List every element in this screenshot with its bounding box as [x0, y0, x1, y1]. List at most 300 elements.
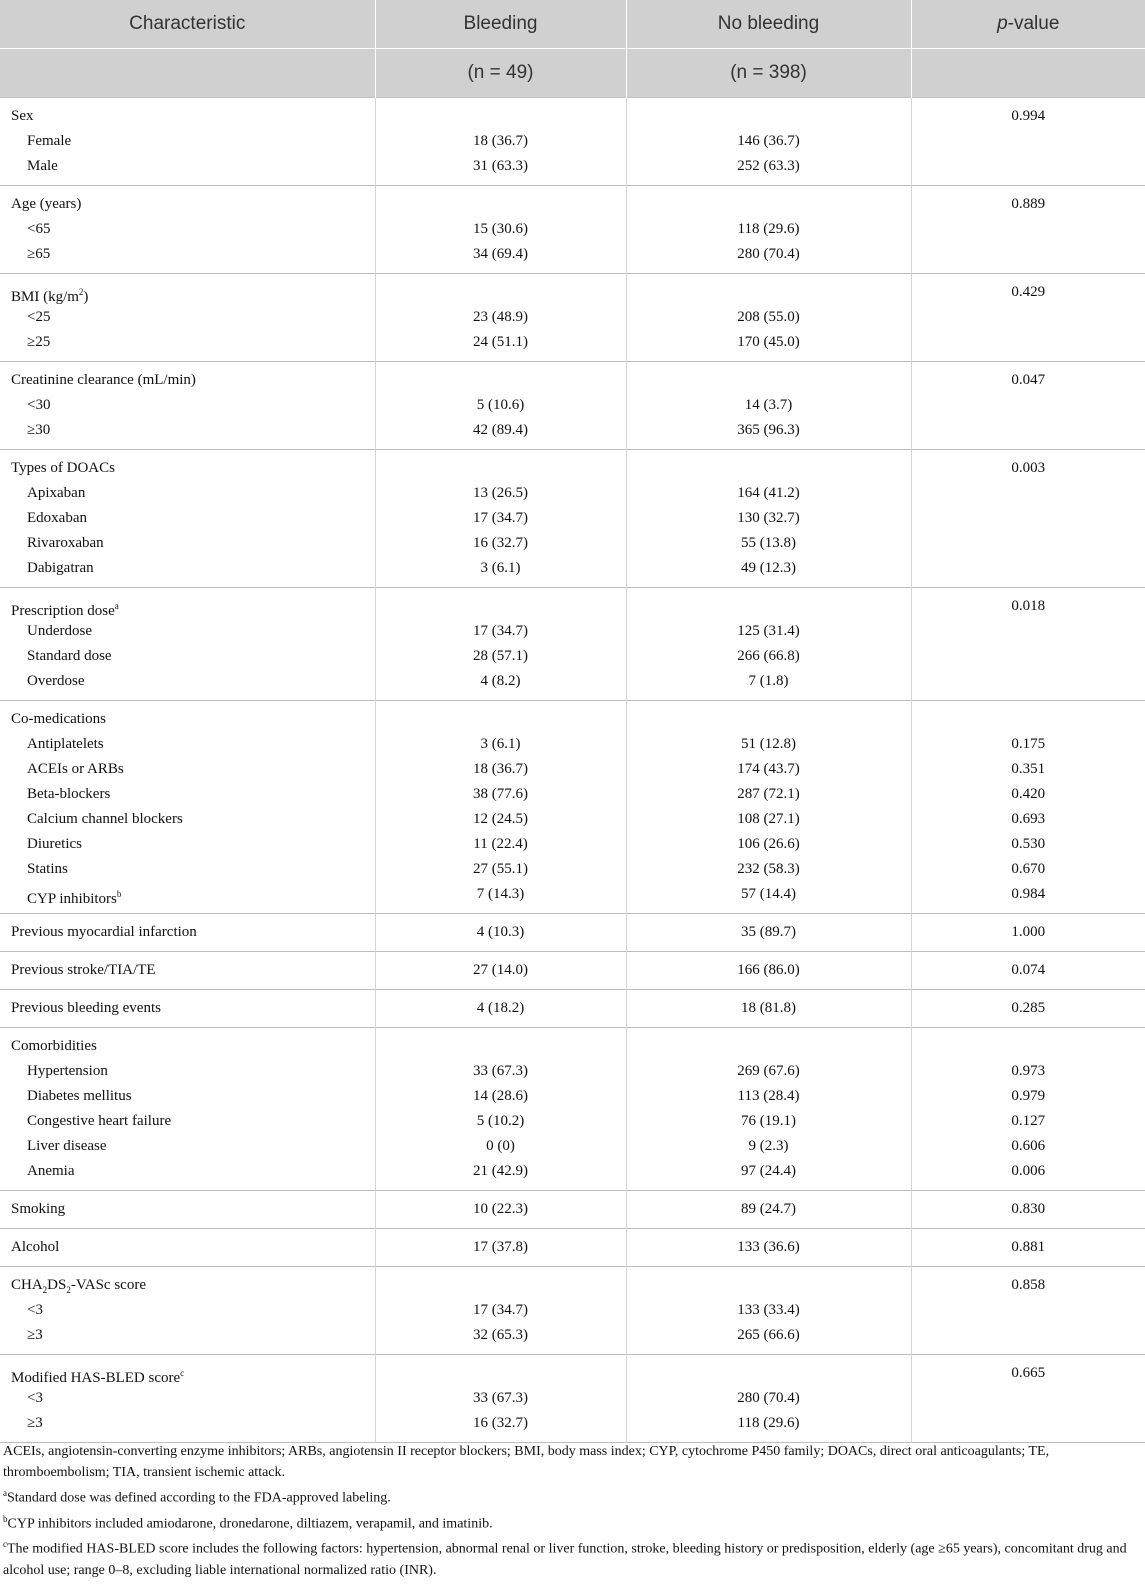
row-label	[0, 1386, 375, 1411]
row-label	[0, 556, 375, 581]
cell-content	[627, 362, 911, 449]
row-label-text: ≥3	[27, 1327, 43, 1343]
row-label-text: Male	[27, 158, 58, 174]
cell-content	[376, 990, 626, 1027]
row-label	[0, 1109, 375, 1134]
table-header	[0, 0, 1145, 98]
p-value: 0.420	[1011, 786, 1046, 802]
spacer	[912, 418, 1145, 443]
no-bleeding-cell	[626, 952, 911, 990]
group-title	[0, 192, 375, 217]
no-bleeding-value: 108 (27.1)	[737, 811, 800, 827]
no-bleeding-value: 49 (12.3)	[741, 560, 796, 576]
bleeding-value: 18 (36.7)	[473, 761, 528, 777]
no-bleeding-cell	[626, 186, 911, 274]
row-label-text: Diuretics	[27, 836, 82, 852]
bleeding-value: 10 (22.3)	[473, 1201, 528, 1217]
cell-content	[912, 1028, 1145, 1190]
header-no-bleeding-n: (n = 398)	[626, 49, 911, 98]
group-title-text: Comorbidities	[11, 1038, 97, 1054]
group-title-text: )	[83, 289, 89, 305]
no-bleeding-cell	[626, 990, 911, 1028]
bleeding-value: 5 (10.6)	[476, 397, 525, 413]
cell-content	[0, 1267, 375, 1354]
cell-content	[0, 450, 375, 587]
spacer	[912, 217, 1145, 242]
table-row	[0, 914, 1145, 952]
spacer	[376, 104, 626, 129]
no-bleeding-value: 125 (31.4)	[737, 623, 800, 639]
group-title	[0, 594, 375, 619]
p-value-cell	[911, 990, 1145, 1028]
row-label-cell	[0, 952, 375, 990]
p-value-cell	[911, 274, 1145, 362]
spacer	[912, 393, 1145, 418]
p-value-cell	[911, 1191, 1145, 1229]
cell-content	[0, 98, 375, 185]
row-label-cell	[0, 914, 375, 952]
bleeding-value: 31 (63.3)	[473, 158, 528, 174]
bleeding-value: 11 (22.4)	[473, 836, 528, 852]
cell-content	[0, 186, 375, 273]
no-bleeding-value: 170 (45.0)	[737, 334, 800, 350]
group-title-text: Types of DOACs	[11, 460, 115, 476]
group-title	[0, 368, 375, 393]
row-label	[0, 506, 375, 531]
row-label-text: <3	[27, 1390, 43, 1406]
no-bleeding-cell	[626, 274, 911, 362]
row-label	[0, 481, 375, 506]
spacer	[912, 154, 1145, 179]
row-label-text: Alcohol	[11, 1239, 60, 1255]
no-bleeding-value: 89 (24.7)	[741, 1201, 796, 1217]
spacer	[627, 192, 911, 217]
spacer	[376, 1361, 626, 1386]
p-value-cell	[911, 186, 1145, 274]
spacer	[912, 1323, 1145, 1348]
footnote-b	[3, 1509, 1133, 1535]
bleeding-cell	[375, 98, 626, 186]
cell-content	[0, 914, 375, 951]
row-label-text: Previous stroke/TIA/TE	[11, 962, 156, 978]
group-p-value: 0.994	[1011, 108, 1046, 124]
bleeding-value: 17 (37.8)	[473, 1239, 528, 1255]
group-p-value: 0.047	[1011, 372, 1046, 388]
footnote-c-text: The modified HAS-BLED score includes the following factors: hypertension, abnormal renal or liver function, stroke, bleeding history or predisposition, elderly (age ≥65 years), concomitant drug and alcohol use; range 0–8, excluding liable international normalized ratio (INR).	[3, 1541, 1127, 1578]
cell-content	[912, 362, 1145, 449]
bleeding-value: 27 (14.0)	[473, 962, 528, 978]
header-p-italic: p	[997, 13, 1008, 34]
cell-content	[0, 588, 375, 700]
bleeding-cell	[375, 1191, 626, 1229]
p-value: 0.979	[1011, 1088, 1046, 1104]
spacer	[376, 1034, 626, 1059]
no-bleeding-value: 118 (29.6)	[737, 1415, 800, 1431]
spacer	[627, 456, 911, 481]
footnote-marker: c	[180, 1368, 185, 1378]
row-label	[0, 619, 375, 644]
footnote-c-mark: c	[3, 1539, 7, 1550]
cell-content	[627, 1355, 911, 1442]
row-label	[0, 1059, 375, 1084]
cell-content	[376, 1191, 626, 1228]
p-value: 0.285	[1011, 1000, 1046, 1016]
table-row	[0, 450, 1145, 588]
p-value: 1.000	[1011, 924, 1046, 940]
superscript: 2	[78, 287, 84, 297]
no-bleeding-cell	[626, 1267, 911, 1355]
cell-content	[627, 98, 911, 185]
footnote-b-mark: b	[3, 1513, 8, 1524]
row-label	[0, 1235, 375, 1260]
table-row	[0, 588, 1145, 701]
row-label-text: Beta-blockers	[27, 786, 111, 802]
group-title-text: Creatinine clearance (mL/min)	[11, 372, 196, 388]
row-label-text: <30	[27, 397, 51, 413]
cell-content	[912, 1355, 1145, 1442]
table-row	[0, 701, 1145, 914]
cell-content	[627, 1028, 911, 1190]
no-bleeding-cell	[626, 914, 911, 952]
table-row	[0, 362, 1145, 450]
no-bleeding-cell	[626, 1028, 911, 1191]
header-no-bleeding: No bleeding	[626, 0, 911, 49]
spacer	[627, 707, 911, 732]
p-value: 0.670	[1011, 861, 1046, 877]
cell-content	[0, 701, 375, 913]
no-bleeding-value: 9 (2.3)	[748, 1138, 789, 1154]
row-label-cell	[0, 1267, 375, 1355]
bleeding-value: 33 (67.3)	[473, 1063, 528, 1079]
row-label-cell	[0, 1028, 375, 1191]
spacer	[376, 192, 626, 217]
row-label	[0, 531, 375, 556]
row-label	[0, 217, 375, 242]
bleeding-value: 18 (36.7)	[473, 133, 528, 149]
cell-content	[376, 274, 626, 361]
row-label	[0, 154, 375, 179]
spacer	[912, 305, 1145, 330]
p-value-cell	[911, 450, 1145, 588]
row-label-text: Statins	[27, 861, 68, 877]
no-bleeding-value: 97 (24.4)	[741, 1163, 796, 1179]
table-row	[0, 274, 1145, 362]
spacer	[912, 556, 1145, 581]
no-bleeding-value: 18 (81.8)	[741, 1000, 796, 1016]
bleeding-value: 16 (32.7)	[473, 535, 528, 551]
row-label-text: ACEIs or ARBs	[27, 761, 124, 777]
row-label-cell	[0, 186, 375, 274]
row-label	[0, 1084, 375, 1109]
cell-content	[376, 98, 626, 185]
row-label-text: Rivaroxaban	[27, 535, 104, 551]
bleeding-cell	[375, 588, 626, 701]
footnote-marker: b	[116, 889, 122, 899]
bleeding-value: 17 (34.7)	[473, 1302, 528, 1318]
spacer	[912, 242, 1145, 267]
cell-content	[627, 701, 911, 913]
spacer	[912, 1411, 1145, 1436]
group-title-text: -VASc score	[70, 1277, 146, 1293]
cell-content	[912, 1229, 1145, 1266]
row-label-text: ≥30	[27, 422, 51, 438]
group-p-value	[912, 707, 1145, 732]
no-bleeding-value: 133 (36.6)	[737, 1239, 800, 1255]
bleeding-cell	[375, 1028, 626, 1191]
group-title	[0, 104, 375, 129]
no-bleeding-value: 57 (14.4)	[741, 886, 796, 902]
no-bleeding-cell	[626, 1229, 911, 1267]
row-label-cell	[0, 990, 375, 1028]
subscript: 2	[66, 1285, 71, 1295]
no-bleeding-value: 118 (29.6)	[737, 221, 800, 237]
bleeding-value: 42 (89.4)	[473, 422, 528, 438]
group-title	[0, 1034, 375, 1059]
cell-content	[627, 186, 911, 273]
table-row	[0, 1028, 1145, 1191]
footnote-marker: a	[114, 601, 119, 611]
bleeding-value: 4 (18.2)	[476, 1000, 525, 1016]
row-label	[0, 418, 375, 443]
table-row	[0, 1229, 1145, 1267]
p-value: 0.984	[1011, 886, 1046, 902]
p-value: 0.175	[1011, 736, 1046, 752]
row-label	[0, 669, 375, 694]
cell-content	[376, 450, 626, 587]
bleeding-value: 17 (34.7)	[473, 623, 528, 639]
row-label-text: ≥25	[27, 334, 51, 350]
group-title-text: Age (years)	[11, 196, 82, 212]
cell-content	[376, 914, 626, 951]
bleeding-value: 15 (30.6)	[473, 221, 528, 237]
cell-content	[376, 1028, 626, 1190]
row-label-text: Previous myocardial infarction	[11, 924, 197, 940]
bleeding-value: 0 (0)	[486, 1138, 515, 1154]
cell-content	[912, 186, 1145, 273]
bleeding-cell	[375, 1355, 626, 1443]
row-label	[0, 393, 375, 418]
cell-content	[0, 1355, 375, 1442]
bleeding-cell	[375, 990, 626, 1028]
cell-content	[912, 588, 1145, 700]
bleeding-value: 27 (55.1)	[473, 861, 528, 877]
header-bleeding: Bleeding	[375, 0, 626, 49]
row-label-text: <3	[27, 1302, 43, 1318]
p-value-cell	[911, 98, 1145, 186]
cell-content	[0, 274, 375, 361]
spacer	[912, 644, 1145, 669]
spacer	[627, 280, 911, 305]
footnote-a-text: Standard dose was defined according to the FDA-approved labeling.	[7, 1490, 391, 1506]
no-bleeding-value: 365 (96.3)	[737, 422, 800, 438]
table-row	[0, 1267, 1145, 1355]
cell-content	[376, 1267, 626, 1354]
no-bleeding-cell	[626, 98, 911, 186]
p-value-cell	[911, 701, 1145, 914]
row-label	[0, 1298, 375, 1323]
bleeding-value: 14 (28.6)	[473, 1088, 528, 1104]
bleeding-cell	[375, 1229, 626, 1267]
cell-content	[0, 990, 375, 1027]
cell-content	[912, 914, 1145, 951]
no-bleeding-cell	[626, 1191, 911, 1229]
no-bleeding-value: 133 (33.4)	[737, 1302, 800, 1318]
row-label-cell	[0, 588, 375, 701]
row-label-cell	[0, 274, 375, 362]
row-label	[0, 644, 375, 669]
no-bleeding-value: 174 (43.7)	[737, 761, 800, 777]
cell-content	[912, 450, 1145, 587]
spacer	[627, 368, 911, 393]
row-label-cell	[0, 1355, 375, 1443]
spacer	[912, 531, 1145, 556]
bleeding-value: 3 (6.1)	[480, 560, 521, 576]
no-bleeding-value: 35 (89.7)	[741, 924, 796, 940]
row-label-text: Dabigatran	[27, 560, 94, 576]
group-title-text: CHA	[11, 1277, 43, 1293]
spacer	[912, 1386, 1145, 1411]
cell-content	[627, 1191, 911, 1228]
row-label-text: Standard dose	[27, 648, 112, 664]
p-value: 0.973	[1011, 1063, 1046, 1079]
spacer	[912, 669, 1145, 694]
no-bleeding-cell	[626, 362, 911, 450]
cell-content	[376, 588, 626, 700]
no-bleeding-value: 232 (58.3)	[737, 861, 800, 877]
row-label-text: Congestive heart failure	[27, 1113, 172, 1129]
cell-content	[912, 274, 1145, 361]
p-value: 0.351	[1011, 761, 1046, 777]
group-p-value: 0.665	[1011, 1365, 1046, 1381]
bleeding-value: 3 (6.1)	[480, 736, 521, 752]
no-bleeding-value: 280 (70.4)	[737, 246, 800, 262]
row-label-text: ≥3	[27, 1415, 43, 1431]
cell-content	[376, 1229, 626, 1266]
row-label-text: ≥65	[27, 246, 51, 262]
bleeding-cell	[375, 1267, 626, 1355]
bleeding-value: 17 (34.7)	[473, 510, 528, 526]
bleeding-value: 23 (48.9)	[473, 309, 528, 325]
cell-content	[376, 186, 626, 273]
row-label	[0, 242, 375, 267]
cell-content	[912, 701, 1145, 913]
header-blank-p	[911, 49, 1145, 98]
bleeding-value: 4 (8.2)	[480, 673, 521, 689]
row-label-text: Overdose	[27, 673, 85, 689]
group-title	[0, 707, 375, 732]
row-label-text: Underdose	[27, 623, 92, 639]
cell-content	[627, 1229, 911, 1266]
bleeding-cell	[375, 186, 626, 274]
row-label	[0, 996, 375, 1021]
cell-content	[0, 952, 375, 989]
group-p-value: 0.889	[1011, 196, 1046, 212]
row-label-text: Calcium channel blockers	[27, 811, 183, 827]
no-bleeding-value: 287 (72.1)	[737, 786, 800, 802]
no-bleeding-value: 51 (12.8)	[741, 736, 796, 752]
p-value: 0.830	[1011, 1201, 1046, 1217]
no-bleeding-value: 130 (32.7)	[737, 510, 800, 526]
no-bleeding-value: 55 (13.8)	[741, 535, 796, 551]
bleeding-value: 33 (67.3)	[473, 1390, 528, 1406]
p-value: 0.006	[1011, 1163, 1046, 1179]
group-p-value: 0.003	[1011, 460, 1046, 476]
bleeding-value: 12 (24.5)	[473, 811, 528, 827]
row-label	[0, 882, 375, 907]
group-title-text: Sex	[11, 108, 34, 124]
row-label-text: <25	[27, 309, 51, 325]
header-characteristic: Characteristic	[0, 0, 375, 49]
row-label-text: Anemia	[27, 1163, 75, 1179]
cell-content	[0, 362, 375, 449]
no-bleeding-value: 266 (66.8)	[737, 648, 800, 664]
table-row	[0, 98, 1145, 186]
cell-content	[376, 362, 626, 449]
row-label-text: CYP inhibitors	[27, 891, 117, 907]
row-label	[0, 1134, 375, 1159]
spacer	[627, 1273, 911, 1298]
spacer	[376, 456, 626, 481]
cell-content	[376, 701, 626, 913]
spacer	[912, 1298, 1145, 1323]
header-blank	[0, 49, 375, 98]
row-label-text: Previous bleeding events	[11, 1000, 161, 1016]
no-bleeding-cell	[626, 701, 911, 914]
no-bleeding-value: 106 (26.6)	[737, 836, 800, 852]
p-value-cell	[911, 952, 1145, 990]
spacer	[912, 619, 1145, 644]
spacer	[376, 1273, 626, 1298]
bleeding-cell	[375, 362, 626, 450]
spacer	[376, 280, 626, 305]
spacer	[912, 330, 1145, 355]
row-label-text: Liver disease	[27, 1138, 107, 1154]
spacer	[376, 707, 626, 732]
p-value-cell	[911, 362, 1145, 450]
no-bleeding-value: 265 (66.6)	[737, 1327, 800, 1343]
no-bleeding-value: 76 (19.1)	[741, 1113, 796, 1129]
spacer	[912, 481, 1145, 506]
table-body	[0, 98, 1145, 1443]
row-label-cell	[0, 450, 375, 588]
p-value: 0.881	[1011, 1239, 1046, 1255]
row-label-text: Antiplatelets	[27, 736, 104, 752]
row-label-text: Diabetes mellitus	[27, 1088, 132, 1104]
row-label	[0, 1197, 375, 1222]
row-label	[0, 832, 375, 857]
spacer	[376, 368, 626, 393]
p-value: 0.606	[1011, 1138, 1046, 1154]
p-value: 0.127	[1011, 1113, 1046, 1129]
group-title	[0, 1273, 375, 1298]
no-bleeding-cell	[626, 1355, 911, 1443]
cell-content	[627, 952, 911, 989]
row-label-cell	[0, 701, 375, 914]
table-row	[0, 186, 1145, 274]
bleeding-value: 13 (26.5)	[473, 485, 528, 501]
row-label	[0, 1323, 375, 1348]
bleeding-value: 16 (32.7)	[473, 1415, 528, 1431]
bleeding-value: 38 (77.6)	[473, 786, 528, 802]
group-p-value: 0.018	[1011, 598, 1046, 614]
row-label-text: <65	[27, 221, 51, 237]
header-bleeding-n: (n = 49)	[375, 49, 626, 98]
row-label-text: Edoxaban	[27, 510, 87, 526]
no-bleeding-cell	[626, 450, 911, 588]
bleeding-cell	[375, 274, 626, 362]
bleeding-value: 5 (10.2)	[476, 1113, 525, 1129]
p-value-cell	[911, 588, 1145, 701]
